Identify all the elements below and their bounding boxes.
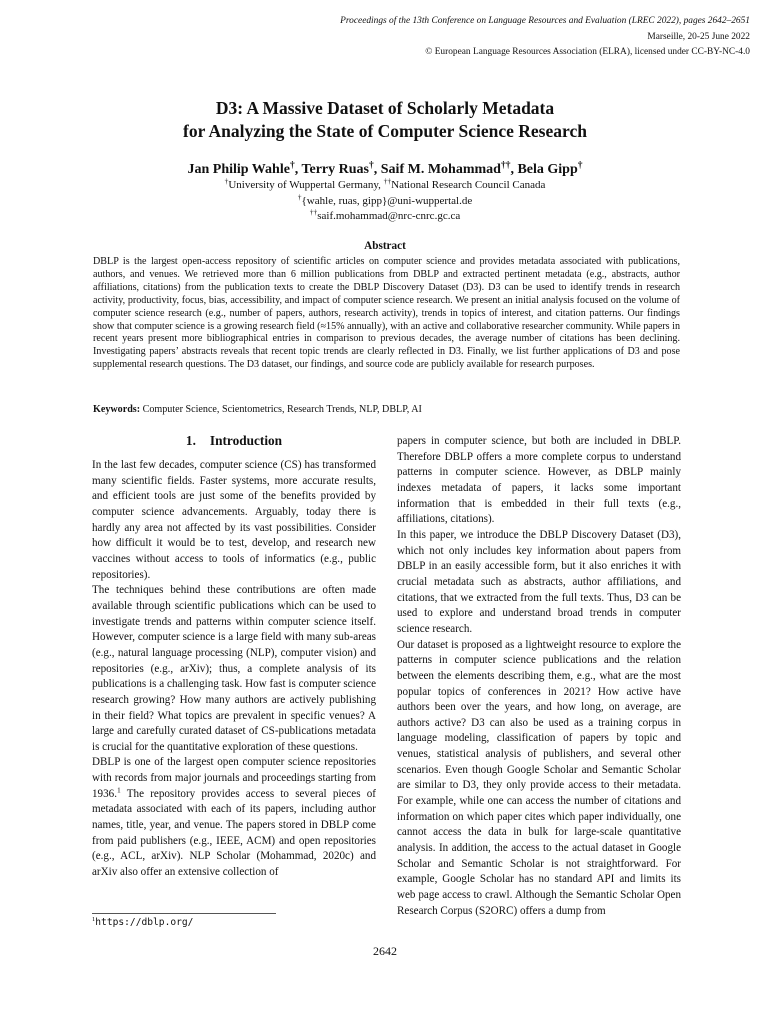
proceedings-line: Proceedings of the 13th Conference on Language Resources and Evaluation (LREC 2022), pages 2642–2651: [340, 16, 750, 26]
paper-title: [0, 97, 770, 143]
affiliation-text: University of Wuppertal Germany,: [228, 179, 384, 191]
paragraph: papers in computer science, but both are included in DBLP. Therefore DBLP offers a more complete corpus to understand patterns in computer science. However, as DBLP mainly indexes metadata of papers, it lacks some important information that is embedded in their full texts (e.g., affiliations, citations).: [397, 435, 681, 526]
proceedings-header: [340, 14, 750, 61]
right-column: [397, 434, 681, 919]
email-line: [0, 209, 770, 225]
email-text: saif.mohammad@nrc-cnrc.gc.ca: [317, 210, 461, 222]
affiliation-line: [0, 178, 770, 194]
abstract-text: DBLP is the largest open-access repository of scientific articles on computer science and provides metadata associated with publications, authors, and venues. We retrieved more than 6 million publications from DBLP and extracted pertinent metadata (e.g., abstracts, author affiliations, citations) from the publication texts to create the DBLP Discovery Dataset (D3). D3 can be used to identify trends in research activity, productivity, focus, bias, accessibility, and impact of computer science research. We present an initial analysis focused on the volume of computer science research (e.g., number of papers, authors, research activity), trends in topics of interest, and citation patterns. Our findings show that computer science is a growing research field (≈15% annually), with an active and collaborative researcher community. While papers in recent years present more bibliographical entries in comparison to previous decades, the average number of citations has been declining. Investigating papers’ abstracts reveals that recent topic trends are clearly reflected in D3. Finally, we list further applications of D3 and pose supplemental research questions. The D3 dataset, our findings, and source code are publicly available for research purposes.: [93, 256, 680, 371]
keywords: [93, 403, 680, 416]
license-line: © European Language Resources Association (ELRA), licensed under CC-BY-NC-4.0: [425, 47, 750, 57]
title-line-2: for Analyzing the State of Computer Science Research: [183, 121, 587, 141]
author-name: Terry Ruas: [301, 162, 369, 177]
section-title: Introduction: [209, 433, 283, 448]
affiliation-mark: ††: [383, 176, 392, 186]
keywords-label: Keywords:: [93, 404, 141, 415]
paragraph: In the last few decades, computer science (CS) has transformed many scientific fields. Faster systems, more accurate results, and efficient tools are just some of the benefits provided by computer science advancements. Arguably, today there is hardly any area not affected by its vast possibilities. Consider how difficult it would be to test, develop, and research new vaccines without access to tools of informatics (e.g., public repositories).: [92, 459, 376, 581]
footnote-mark: 1: [92, 915, 96, 923]
paragraph: Our dataset is proposed as a lightweight resource to explore the patterns in computer science publications and the relation between the elements describing them, e.g., what are the most popular topics of conferences in 2021? How active have authors been over the years, and how long, on average, are authors active? D3 can also be used as a training corpus in language modeling, classification of papers by topic and venues, statistical analysis of publishers, and several other scenarios. Even though Google Scholar and Semantic Scholar are similar to D3, they only provide access to their metadata. For example, while one can access the number of citations and information on which paper cites which paper individually, one cannot access the data in bulk for large-scale quantitative analysis. In addition, the access to the actual dataset in Google Scholar and Semantic Scholar is not straightforward. For example, Google Scholar has no standard API and limits its web page access to crawl. Although the Semantic Scholar Open Research Corpus (S2ORC) offers a dump from: [397, 638, 681, 917]
paragraph-text: DBLP is one of the largest open computer science repositories with records from major journals and proceedings starting from 1936.: [92, 756, 376, 800]
affiliation-text: National Research Council Canada: [391, 179, 546, 191]
author-name: Jan Philip Wahle: [187, 162, 290, 177]
location-date-line: Marseille, 20-25 June 2022: [647, 31, 750, 42]
author-list: Jan Philip Wahle†, Terry Ruas†, Saif M. Mohammad††, Bela Gipp†: [187, 160, 583, 177]
affiliations: [0, 178, 770, 225]
author-name: Saif M. Mohammad: [380, 162, 501, 177]
left-column: [92, 458, 376, 881]
affiliation-mark: †: [369, 160, 374, 171]
affiliation-mark: ††: [500, 160, 511, 171]
paragraph: In this paper, we introduce the DBLP Discovery Dataset (D3), which not only includes key information about papers from DBLP in an easily accessible form, but it also enriches it with crucial metadata such as abstracts, author affiliations, and citations, that we extracted from the full texts. Thus, D3 can be used to explore and understand broad trends in computer science research.: [397, 528, 681, 635]
footnote: [92, 917, 193, 928]
affiliation-mark: ††: [309, 207, 318, 217]
keywords-text: Computer Science, Scientometrics, Research Trends, NLP, DBLP, AI: [140, 404, 422, 415]
affiliation-mark: †: [577, 160, 583, 171]
section-number: 1.: [185, 433, 196, 448]
page-number: 2642: [373, 944, 397, 958]
affiliation-mark: †: [224, 176, 229, 186]
footnote-ref: 1: [116, 785, 121, 795]
paragraph-text: The repository provides access to several pieces of metadata associated with each of its papers, including author names, title, year, and venue. The papers stored in DBLP come from paid publishers (e.g., IEEE, ACM) and open repositories (e.g., ACL, arXiv). NLP Scholar (Mohammad, 2020c) and arXiv also offer an extensive collection of: [92, 787, 376, 879]
footnote-link[interactable]: https://dblp.org/: [95, 917, 194, 928]
author-name: Bela Gipp: [517, 162, 578, 177]
affiliation-mark: †: [297, 191, 302, 201]
footnote-divider: [92, 913, 276, 914]
title-line-1: D3: A Massive Dataset of Scholarly Metadata: [215, 98, 555, 118]
email-text: {wahle, ruas, gipp}@uni-wuppertal.de: [301, 194, 473, 207]
section-heading: [92, 433, 376, 449]
affiliation-mark: †: [289, 160, 295, 171]
email-line: [0, 191, 770, 210]
paragraph: [92, 755, 376, 880]
paragraph: The techniques behind these contributions are often made available through scientific publications which can be used to investigate trends and patterns within computer science itself. However, computer science is a large field with many sub-areas (e.g., natural language processing (NLP), computer vision) and repositories (e.g., arXiv); thus, a complete analysis of its publications is a challenging task. How fast is computer science research growing? How many authors are actively publishing in their field? What topics are prevalent in specific venues? A large and carefully curated dataset of CS-publications metadata is crucial for the quantitative exploration of these questions.: [92, 584, 376, 753]
abstract-heading: Abstract: [364, 240, 406, 252]
